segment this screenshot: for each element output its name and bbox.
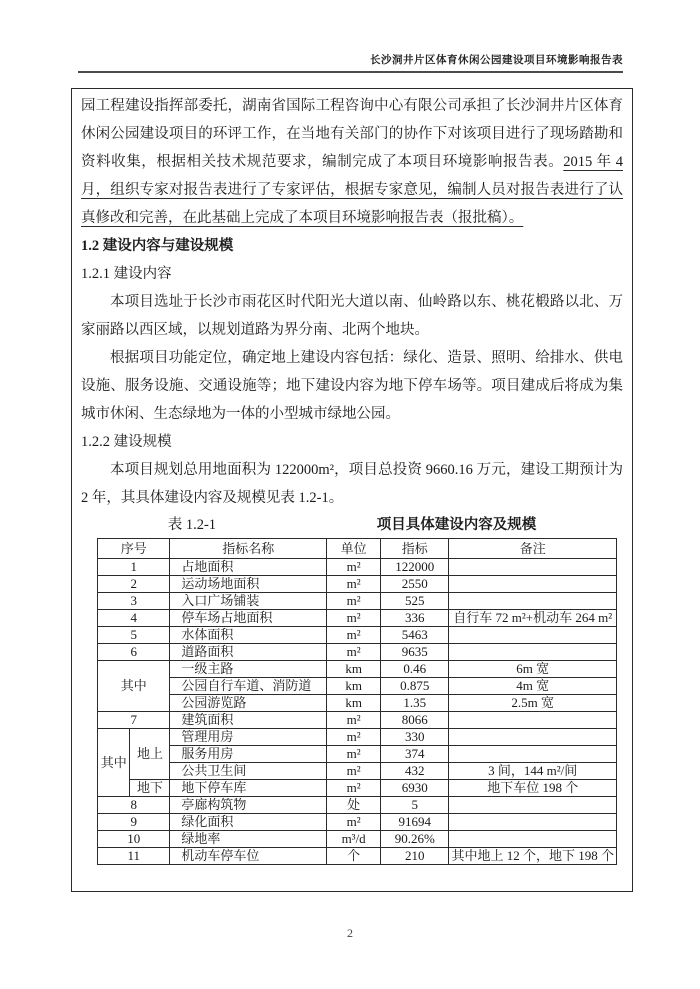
table-row — [98, 678, 617, 695]
table-header-cell: 序号 — [98, 539, 170, 559]
table-cell: 10 — [98, 831, 170, 848]
table-cell: m² — [327, 644, 381, 661]
table-cell: 运动场地面积 — [170, 576, 327, 593]
table-header-cell: 单位 — [327, 539, 381, 559]
paragraph-site-location: 本项目选址于长沙市雨花区时代阳光大道以南、仙岭路以东、桃花椴路以北、万家丽路以西区域，以规划道路为界分南、北两个地块。 — [81, 294, 623, 338]
table-cell: 地下 — [130, 780, 170, 797]
table-cell: 亭廊构筑物 — [170, 797, 327, 814]
content-box — [71, 88, 633, 892]
section-heading-1-2-2: 1.2.2 建设规模 — [81, 434, 172, 450]
table-cell — [449, 797, 617, 814]
table-cell: 374 — [381, 746, 449, 763]
table-cell: 地下车位 198 个 — [449, 780, 617, 797]
table-cell: 6930 — [381, 780, 449, 797]
table-row — [98, 797, 617, 814]
table-cell: 1.35 — [381, 695, 449, 712]
table-cell: 336 — [381, 610, 449, 627]
table-cell — [449, 814, 617, 831]
table-row — [98, 576, 617, 593]
paragraph-intro-text: 园工程建设指挥部委托，湖南省国际工程咨询中心有限公司承担了长沙洞井片区体育休闲公园建设项目的环评工作，在当地有关部门的协作下对该项目进行了现场踏勘和资料收集，根据相关技术规范要求，编制完成了本项目环境影响报告表。 — [81, 98, 623, 170]
table-row — [98, 593, 617, 610]
table-cell: 91694 — [381, 814, 449, 831]
table-cell: 公园游览路 — [170, 695, 327, 712]
table-row — [98, 780, 617, 797]
table-cell: 其中 — [98, 661, 170, 712]
table-cell: m² — [327, 593, 381, 610]
table-cell: 8 — [98, 797, 170, 814]
table-cell: 4m 宽 — [449, 678, 617, 695]
table-header-row — [98, 539, 617, 559]
table-cell: 处 — [327, 797, 381, 814]
table-cell: 11 — [98, 848, 170, 865]
table-header-cell: 备注 — [449, 539, 617, 559]
table-cell: 管理用房 — [170, 729, 327, 746]
table-cell: 停车场占地面积 — [170, 610, 327, 627]
table-cell — [449, 712, 617, 729]
table-row — [98, 831, 617, 848]
table-cell: m² — [327, 729, 381, 746]
table-cell: 占地面积 — [170, 559, 327, 576]
table-row — [98, 712, 617, 729]
table-cell: 建筑面积 — [170, 712, 327, 729]
table-cell: m² — [327, 746, 381, 763]
table-cell: 入口广场铺装 — [170, 593, 327, 610]
table-cell: 其中 — [98, 729, 130, 797]
table-cell: 3 间，144 m²/间 — [449, 763, 617, 780]
page-header — [78, 52, 623, 73]
table-caption — [81, 512, 623, 538]
table-row — [98, 848, 617, 865]
page-number: 2 — [347, 926, 353, 940]
table-cell: 绿化面积 — [170, 814, 327, 831]
table-cell: 1 — [98, 559, 170, 576]
table-cell — [449, 576, 617, 593]
table-cell: km — [327, 661, 381, 678]
table-row — [98, 746, 617, 763]
table-cell: 其中地上 12 个，地下 198 个 — [449, 848, 617, 865]
table-cell: 地下停车库 — [170, 780, 327, 797]
header-title: 长沙洞井片区体育休闲公园建设项目环境影响报告表 — [370, 55, 623, 66]
table-cell: 6m 宽 — [449, 661, 617, 678]
table-cell: m³/d — [327, 831, 381, 848]
table-cell: 机动车停车位 — [170, 848, 327, 865]
table-cell: 2550 — [381, 576, 449, 593]
table-row — [98, 814, 617, 831]
table-cell: 5 — [98, 627, 170, 644]
table-header-cell: 指标名称 — [170, 539, 327, 559]
table-cell — [449, 644, 617, 661]
table-cell: m² — [327, 576, 381, 593]
table-caption-title: 项目具体建设内容及规模 — [376, 517, 537, 533]
table-cell: 水体面积 — [170, 627, 327, 644]
table-cell: 5463 — [381, 627, 449, 644]
table-cell: 2 — [98, 576, 170, 593]
table-cell: 服务用房 — [170, 746, 327, 763]
table-cell: 6 — [98, 644, 170, 661]
table-cell: 自行车 72 m²+机动车 264 m² — [449, 610, 617, 627]
table-cell: 7 — [98, 712, 170, 729]
table-cell: 90.26% — [381, 831, 449, 848]
table-cell: 一级主路 — [170, 661, 327, 678]
paragraph-scale: 本项目规划总用地面积为 122000m²，项目总投资 9660.16 万元，建设工期预计为 2 年，其具体建设内容及规模见表 1.2-1。 — [81, 462, 623, 506]
table-cell — [449, 746, 617, 763]
table-cell: 3 — [98, 593, 170, 610]
table-cell: 432 — [381, 763, 449, 780]
table-row — [98, 695, 617, 712]
table-cell: 道路面积 — [170, 644, 327, 661]
table-cell: 5 — [381, 797, 449, 814]
section-heading-1-2: 1.2 建设内容与建设规模 — [81, 238, 234, 254]
table-row — [98, 729, 617, 746]
table-cell: 210 — [381, 848, 449, 865]
table-cell: m² — [327, 814, 381, 831]
table-cell: 525 — [381, 593, 449, 610]
table-cell: 8066 — [381, 712, 449, 729]
section-heading-1-2-1: 1.2.1 建设内容 — [81, 266, 172, 282]
table-cell: 地上 — [130, 729, 170, 780]
table-cell: 公园自行车道、消防道 — [170, 678, 327, 695]
table-row — [98, 610, 617, 627]
table-cell: m² — [327, 559, 381, 576]
table-cell: 个 — [327, 848, 381, 865]
table-cell: 绿地率 — [170, 831, 327, 848]
table-cell: 9635 — [381, 644, 449, 661]
table-cell: 4 — [98, 610, 170, 627]
table-cell — [449, 729, 617, 746]
table-cell: m² — [327, 610, 381, 627]
table-cell: km — [327, 695, 381, 712]
paragraph-intro-underlined-revision: 2015 年 4 月，组织专家对报告表进行了专家评估，根据专家意见，编制人员对报告表进行了认真修改和完善，在此基础上完成了本项目环境影响报告表（报批稿）。 — [81, 154, 624, 226]
table-cell: 0.875 — [381, 678, 449, 695]
table-cell — [449, 831, 617, 848]
table-cell: m² — [327, 763, 381, 780]
paragraph-construction-content: 根据项目功能定位，确定地上建设内容包括：绿化、造景、照明、给排水、供电设施、服务设施、交通设施等；地下建设内容为地下停车场等。项目建成后将成为集城市休闲、生态绿地为一体的小型城市绿地公园。 — [81, 350, 623, 422]
table-cell: m² — [327, 627, 381, 644]
table-header-cell: 指标 — [381, 539, 449, 559]
table-cell: km — [327, 678, 381, 695]
table-row — [98, 627, 617, 644]
table-row — [98, 559, 617, 576]
table-cell — [449, 593, 617, 610]
table-row — [98, 661, 617, 678]
table-cell: 公共卫生间 — [170, 763, 327, 780]
header-rule — [78, 71, 623, 73]
paragraph-intro — [81, 92, 623, 232]
table-cell: 122000 — [381, 559, 449, 576]
table-cell: 330 — [381, 729, 449, 746]
table-cell: 2.5m 宽 — [449, 695, 617, 712]
table-caption-number: 表 1.2-1 — [167, 517, 217, 533]
table-cell: 0.46 — [381, 661, 449, 678]
construction-spec-table — [97, 538, 617, 865]
table-row — [98, 644, 617, 661]
table-cell: 9 — [98, 814, 170, 831]
table-cell — [449, 559, 617, 576]
table-cell — [449, 627, 617, 644]
table-cell: m² — [327, 780, 381, 797]
table-cell: m² — [327, 712, 381, 729]
table-row — [98, 763, 617, 780]
